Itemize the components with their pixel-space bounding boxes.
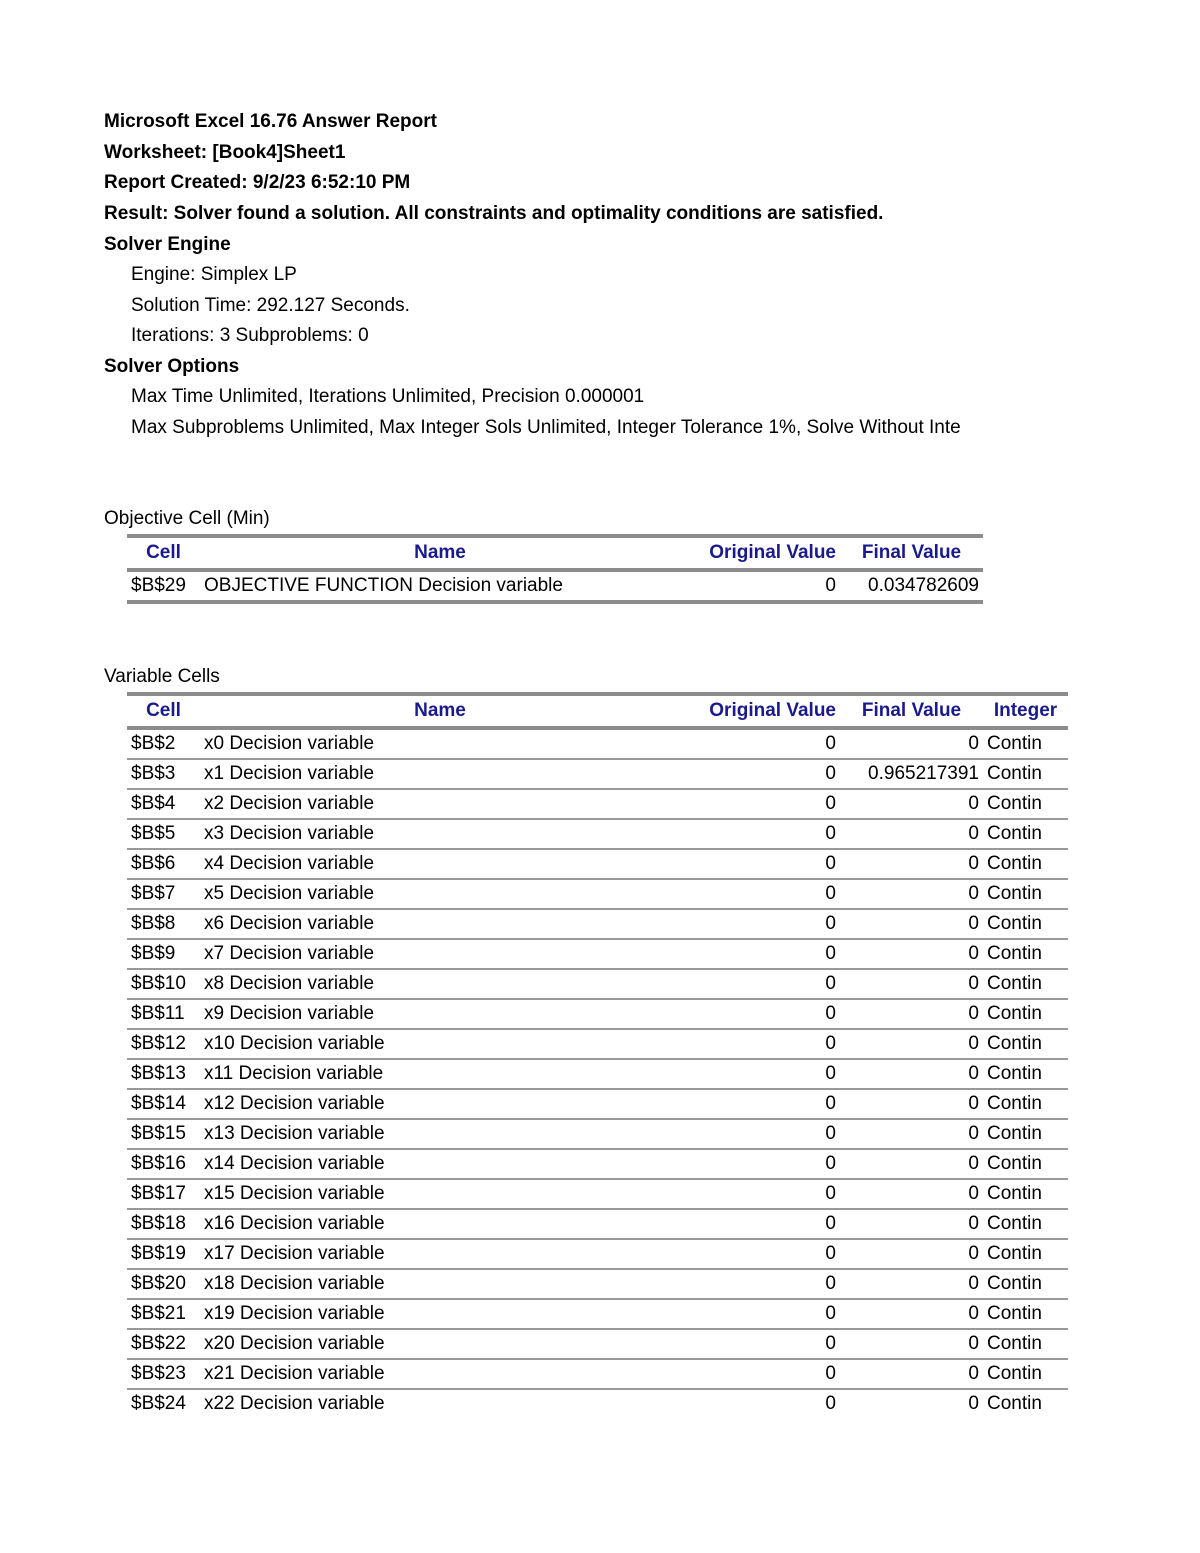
col-cell: Cell <box>146 700 181 721</box>
cell-name: x3 Decision variable <box>200 819 680 849</box>
original-value: 0 <box>680 1329 840 1359</box>
cell-name: x1 Decision variable <box>200 759 680 789</box>
table-row <box>127 909 1068 939</box>
options-line-1: Max Time Unlimited, Iterations Unlimited, Precision 0.000001 <box>131 386 645 407</box>
table-row <box>127 789 1068 819</box>
integer-type: Contin <box>983 939 1068 969</box>
worksheet-label: Worksheet: [Book4]Sheet1 <box>104 142 346 163</box>
cell-name: x9 Decision variable <box>200 999 680 1029</box>
cell-ref: $B$9 <box>127 939 200 969</box>
original-value: 0 <box>680 849 840 879</box>
integer-type: Contin <box>983 1029 1068 1059</box>
table-row <box>127 1209 1068 1239</box>
table-row <box>127 939 1068 969</box>
cell-ref: $B$2 <box>127 728 200 759</box>
integer-type: Contin <box>983 1239 1068 1269</box>
cell-name: x17 Decision variable <box>200 1239 680 1269</box>
original-value: 0 <box>680 879 840 909</box>
final-value: 0 <box>840 939 983 969</box>
integer-type: Contin <box>983 999 1068 1029</box>
original-value: 0 <box>680 1359 840 1389</box>
original-value: 0 <box>680 728 840 759</box>
table-row <box>127 1029 1068 1059</box>
table-row <box>127 969 1068 999</box>
final-value: 0 <box>840 999 983 1029</box>
original-value: 0 <box>680 1269 840 1299</box>
final-value: 0 <box>840 1119 983 1149</box>
cell-name: x22 Decision variable <box>204 1393 385 1414</box>
table-row <box>127 728 1068 759</box>
table-row <box>127 1329 1068 1359</box>
original-value: 0 <box>680 1119 840 1149</box>
table-row <box>127 819 1068 849</box>
cell-ref: $B$13 <box>127 1059 200 1089</box>
cell-name: x19 Decision variable <box>200 1299 680 1329</box>
table-row <box>127 1149 1068 1179</box>
final-value: 0 <box>840 969 983 999</box>
final-value: 0 <box>840 728 983 759</box>
solver-options-heading: Solver Options <box>104 356 240 377</box>
original-value: 0 <box>680 1239 840 1269</box>
integer-type: Contin <box>983 1179 1068 1209</box>
variables-table <box>127 692 1068 1418</box>
cell-ref: $B$21 <box>127 1299 200 1329</box>
col-name: Name <box>414 542 466 563</box>
integer-type: Contin <box>987 1393 1042 1414</box>
integer-type: Contin <box>983 759 1068 789</box>
cell-ref: $B$6 <box>127 849 200 879</box>
original-value: 0 <box>680 789 840 819</box>
final-value: 0 <box>840 1059 983 1089</box>
cell-name: x11 Decision variable <box>200 1059 680 1089</box>
cell-ref: $B$24 <box>131 1393 186 1414</box>
report-created: Report Created: 9/2/23 6:52:10 PM <box>104 172 411 193</box>
cell-ref: $B$14 <box>127 1089 200 1119</box>
final-value: 0 <box>840 789 983 819</box>
original-value: 0 <box>680 1179 840 1209</box>
cell-name: x14 Decision variable <box>200 1149 680 1179</box>
objective-heading: Objective Cell (Min) <box>104 508 270 529</box>
cell-ref: $B$7 <box>127 879 200 909</box>
cell-name: x16 Decision variable <box>200 1209 680 1239</box>
final-value: 0 <box>840 1089 983 1119</box>
final-value: 0 <box>840 1179 983 1209</box>
original-value: 0 <box>680 1059 840 1089</box>
integer-type: Contin <box>983 1209 1068 1239</box>
col-integer: Integer <box>993 700 1058 721</box>
col-original-value: Original Value <box>709 542 836 563</box>
integer-type: Contin <box>983 879 1068 909</box>
cell-name: x8 Decision variable <box>200 969 680 999</box>
table-row <box>127 570 983 602</box>
engine-text: Engine: Simplex LP <box>131 264 297 285</box>
final-value: 0 <box>840 1359 983 1389</box>
final-value: 0 <box>840 1329 983 1359</box>
col-name: Name <box>414 700 466 721</box>
cell-name: x7 Decision variable <box>200 939 680 969</box>
original-value: 0 <box>680 570 840 602</box>
cell-name: x2 Decision variable <box>200 789 680 819</box>
integer-type: Contin <box>983 969 1068 999</box>
final-value: 0.965217391 <box>840 759 983 789</box>
cell-ref: $B$8 <box>127 909 200 939</box>
cell-ref: $B$22 <box>127 1329 200 1359</box>
final-value: 0 <box>840 879 983 909</box>
final-value: 0 <box>840 1239 983 1269</box>
integer-type: Contin <box>983 849 1068 879</box>
original-value: 0 <box>680 969 840 999</box>
final-value: 0 <box>840 909 983 939</box>
final-value: 0 <box>840 1149 983 1179</box>
integer-type: Contin <box>983 1299 1068 1329</box>
original-value: 0 <box>680 1089 840 1119</box>
cell-ref: $B$19 <box>127 1239 200 1269</box>
cell-ref: $B$20 <box>127 1269 200 1299</box>
cell-ref: $B$3 <box>127 759 200 789</box>
cell-name: x5 Decision variable <box>200 879 680 909</box>
cell-name: x18 Decision variable <box>200 1269 680 1299</box>
integer-type: Contin <box>983 1359 1068 1389</box>
final-value: 0 <box>840 1029 983 1059</box>
cell-name: x21 Decision variable <box>200 1359 680 1389</box>
cell-ref: $B$4 <box>127 789 200 819</box>
table-row <box>127 999 1068 1029</box>
integer-type: Contin <box>983 789 1068 819</box>
final-value: 0 <box>840 819 983 849</box>
col-cell: Cell <box>146 542 181 563</box>
original-value: 0 <box>680 1149 840 1179</box>
cell-ref: $B$5 <box>127 819 200 849</box>
original-value: 0 <box>680 909 840 939</box>
cell-name: x13 Decision variable <box>200 1119 680 1149</box>
table-row <box>127 1179 1068 1209</box>
original-value: 0 <box>680 819 840 849</box>
original-value: 0 <box>680 999 840 1029</box>
integer-type: Contin <box>983 1059 1068 1089</box>
original-value: 0 <box>680 939 840 969</box>
table-row <box>127 879 1068 909</box>
cell-name: x4 Decision variable <box>200 849 680 879</box>
integer-type: Contin <box>983 1329 1068 1359</box>
table-row <box>127 1359 1068 1389</box>
final-value: 0 <box>840 1299 983 1329</box>
cell-ref: $B$10 <box>127 969 200 999</box>
cell-ref: $B$15 <box>127 1119 200 1149</box>
final-value: 0 <box>840 1209 983 1239</box>
cell-name: x15 Decision variable <box>200 1179 680 1209</box>
cell-name: x6 Decision variable <box>200 909 680 939</box>
cell-ref: $B$12 <box>127 1029 200 1059</box>
result-text: Result: Solver found a solution. All constraints and optimality conditions are satisfied. <box>104 203 884 224</box>
original-value: 0 <box>680 1209 840 1239</box>
original-value: 0 <box>680 1299 840 1329</box>
cell-ref: $B$16 <box>127 1149 200 1179</box>
cell-ref: $B$29 <box>127 570 200 602</box>
original-value: 0 <box>680 759 840 789</box>
table-row <box>127 1269 1068 1299</box>
cell-ref: $B$18 <box>127 1209 200 1239</box>
table-row <box>127 759 1068 789</box>
table-row <box>127 1059 1068 1089</box>
integer-type: Contin <box>983 909 1068 939</box>
final-value: 0 <box>968 1393 979 1414</box>
cell-name: OBJECTIVE FUNCTION Decision variable <box>200 570 680 602</box>
cell-name: x10 Decision variable <box>200 1029 680 1059</box>
table-row <box>127 1119 1068 1149</box>
integer-type: Contin <box>983 1269 1068 1299</box>
integer-type: Contin <box>983 728 1068 759</box>
col-final-value: Final Value <box>861 542 962 563</box>
solution-time: Solution Time: 292.127 Seconds. <box>131 295 410 316</box>
final-value: 0 <box>840 849 983 879</box>
report-title: Microsoft Excel 16.76 Answer Report <box>104 111 437 132</box>
cell-name: x20 Decision variable <box>200 1329 680 1359</box>
integer-type: Contin <box>983 819 1068 849</box>
original-value: 0 <box>680 1029 840 1059</box>
solver-engine-heading: Solver Engine <box>104 234 231 255</box>
table-row <box>127 1299 1068 1329</box>
final-value: 0 <box>840 1269 983 1299</box>
col-final-value: Final Value <box>861 700 962 721</box>
cell-ref: $B$17 <box>127 1179 200 1209</box>
iterations-text: Iterations: 3 Subproblems: 0 <box>131 325 369 346</box>
table-row <box>127 1239 1068 1269</box>
options-line-2: Max Subproblems Unlimited, Max Integer Sols Unlimited, Integer Tolerance 1%, Solve Without Inte <box>131 417 961 438</box>
variables-heading: Variable Cells <box>104 666 220 687</box>
cell-name: x0 Decision variable <box>200 728 680 759</box>
table-row <box>127 849 1068 879</box>
integer-type: Contin <box>983 1119 1068 1149</box>
table-row <box>127 1389 1068 1418</box>
cell-ref: $B$23 <box>127 1359 200 1389</box>
col-original-value: Original Value <box>709 700 836 721</box>
integer-type: Contin <box>983 1089 1068 1119</box>
cell-ref: $B$11 <box>127 999 200 1029</box>
original-value: 0 <box>825 1393 836 1414</box>
table-row <box>127 1089 1068 1119</box>
objective-table <box>127 534 983 604</box>
integer-type: Contin <box>983 1149 1068 1179</box>
cell-name: x12 Decision variable <box>200 1089 680 1119</box>
final-value: 0.034782609 <box>840 570 983 602</box>
